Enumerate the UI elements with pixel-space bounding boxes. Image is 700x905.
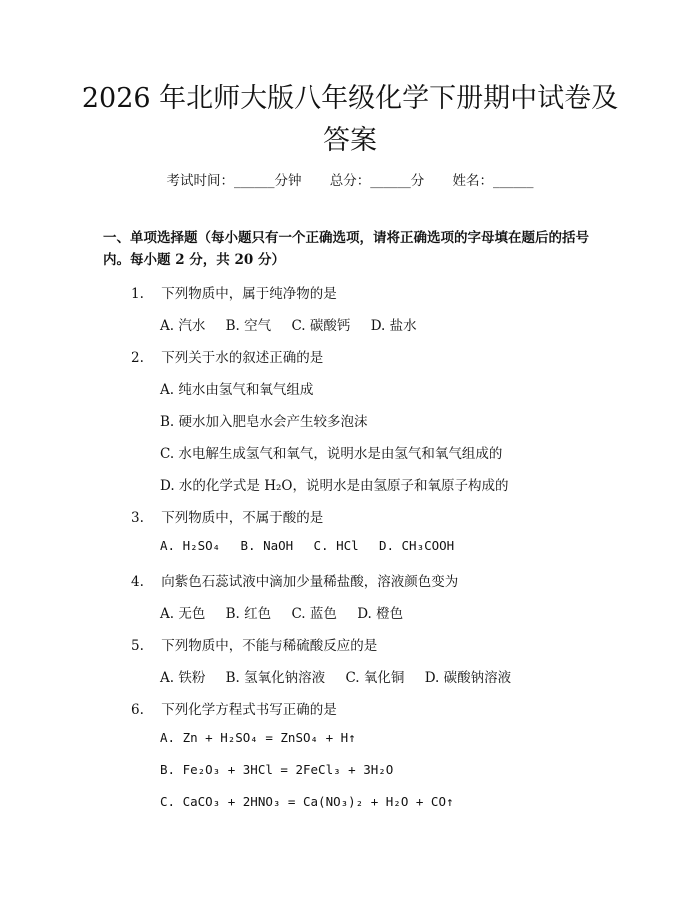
option-d: D. 橙色: [357, 606, 404, 622]
option-b: B. 氢氧化钠溶液: [225, 670, 326, 686]
option-b: B. 空气: [225, 318, 272, 334]
question-text: 向紫色石蕊试液中滴加少量稀盐酸，溶液颜色变为: [161, 574, 459, 590]
question-1-options: [160, 314, 433, 334]
option-b: B. 硬水加入肥皂水会产生较多泡沫: [160, 414, 368, 430]
question-text: 下列关于水的叙述正确的是: [161, 350, 324, 366]
page-title: 2026 年北师大版八年级化学下册期中试卷及答案: [81, 83, 619, 156]
question-text: 下列化学方程式书写正确的是: [161, 702, 337, 718]
option-a: A. H₂SO₄: [160, 538, 221, 553]
option-b: B. NaOH: [240, 538, 294, 553]
option-d: D. 水的化学式是 H₂O，说明水是由氢原子和氧原子构成的: [160, 478, 509, 494]
question-text: 下列物质中，不属于酸的是: [161, 510, 324, 526]
question-3-options: [160, 538, 470, 554]
option-d: D. 盐水: [370, 318, 417, 334]
question-6: [131, 698, 337, 718]
option-a: A. 无色: [160, 606, 206, 622]
option-a: A. 铁粉: [160, 670, 206, 686]
question-number: 5.: [131, 638, 144, 654]
option-a: A. Zn + H₂SO₄ = ZnSO₄ + H↑: [160, 730, 356, 745]
option-a: A. 汽水: [160, 318, 206, 334]
option-c: C. 碳酸钙: [291, 318, 351, 334]
option-c: C. 水电解生成氢气和氧气，说明水是由氢气和氧气组成的: [160, 446, 503, 462]
option-b: B. 红色: [225, 606, 272, 622]
question-4-options: [160, 602, 419, 622]
question-number: 3.: [131, 510, 144, 526]
exam-info: [0, 169, 700, 189]
question-1: [131, 282, 337, 302]
section-heading: 一、单项选择题（每小题只有一个正确选项，请将正确选项的字母填在题后的括号内。每小题 2 分，共 20 分）: [103, 230, 589, 268]
option-c: C. 氧化铜: [345, 670, 405, 686]
question-5-options: [160, 666, 527, 686]
option-c: C. HCl: [313, 538, 359, 553]
question-2: [131, 346, 323, 366]
exam-time-label: 考试时间：______分钟: [166, 173, 302, 189]
option-d: D. 碳酸钠溶液: [424, 670, 512, 686]
student-name-label: 姓名：______: [452, 173, 534, 189]
question-3: [131, 506, 323, 526]
question-number: 2.: [131, 350, 144, 366]
question-5: [131, 634, 377, 654]
option-d: D. CH₃COOH: [378, 538, 455, 553]
option-c: C. 蓝色: [291, 606, 337, 622]
question-number: 1.: [131, 286, 144, 302]
question-4: [131, 570, 458, 590]
question-text: 下列物质中，不能与稀硫酸反应的是: [161, 638, 378, 654]
question-text: 下列物质中，属于纯净物的是: [161, 286, 337, 302]
option-c: C. CaCO₃ + 2HNO₃ = Ca(NO₃)₂ + H₂O + CO↑: [160, 794, 454, 809]
option-a: A. 纯水由氢气和氧气组成: [160, 382, 314, 398]
option-b: B. Fe₂O₃ + 3HCl = 2FeCl₃ + 3H₂O: [160, 762, 394, 777]
total-score-label: 总分：______分: [329, 173, 425, 189]
question-number: 6.: [131, 702, 144, 718]
question-number: 4.: [131, 574, 144, 590]
